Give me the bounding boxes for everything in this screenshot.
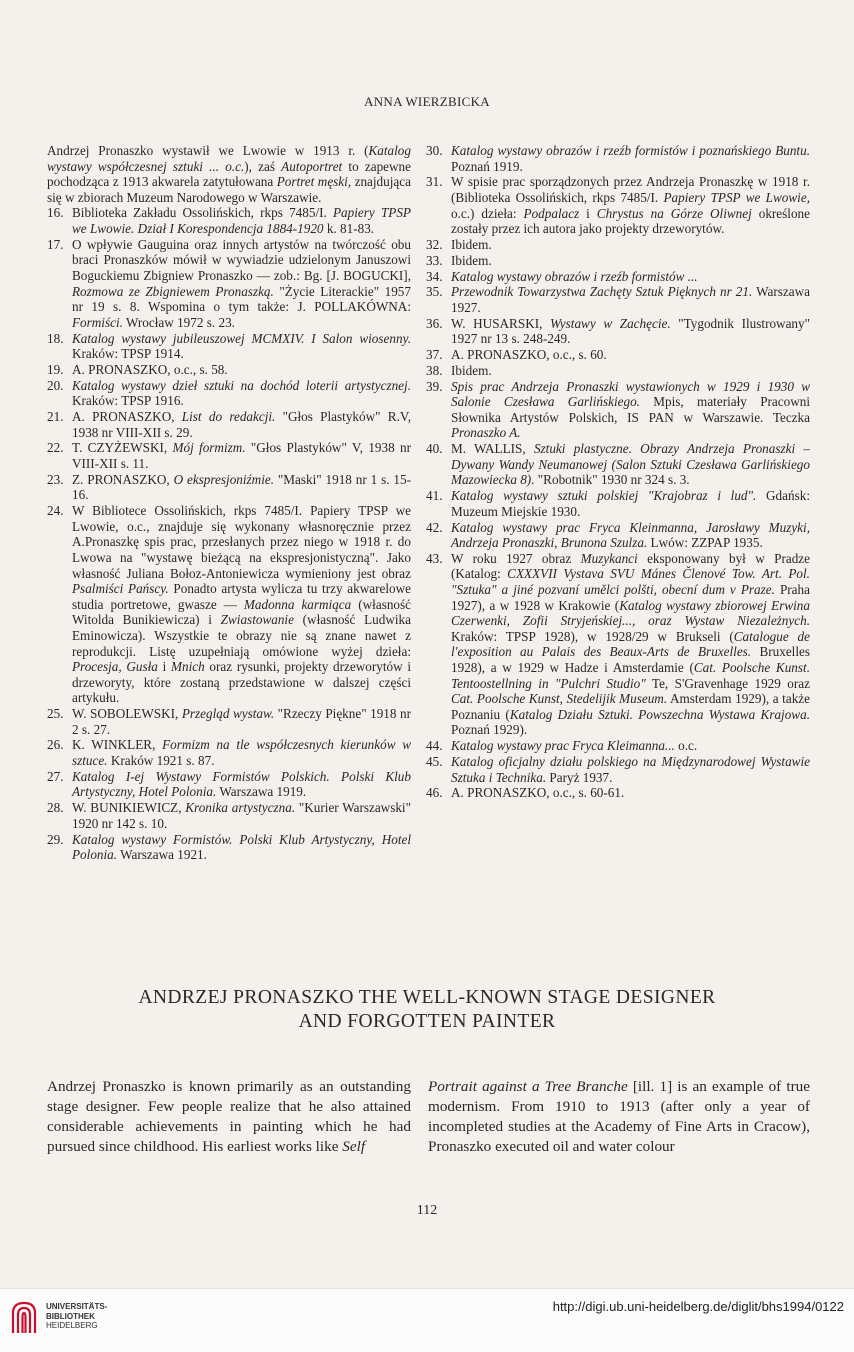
- footnote: [426, 754, 810, 785]
- footnote: [426, 284, 810, 315]
- footnote: [426, 174, 810, 236]
- footnote-text: Katalog wystawy prac Fryca Kleimanna... o.c.: [451, 738, 698, 754]
- footnote: [426, 253, 810, 269]
- footnote-number: 34.: [426, 268, 443, 284]
- footnote-number: 17.: [47, 236, 64, 252]
- footnote-text: A. PRONASZKO, o.c., s. 58.: [72, 361, 228, 377]
- footnote-number: 46.: [426, 785, 443, 801]
- article-title-line-1: ANDRZEJ PRONASZKO THE WELL-KNOWN STAGE DESIGNER: [138, 987, 716, 1008]
- article-title-line-2: AND FORGOTTEN PAINTER: [298, 1011, 556, 1032]
- footnote: [47, 237, 411, 331]
- footnote: [426, 316, 810, 347]
- footnote-number: 25.: [47, 706, 64, 722]
- footnote: [426, 738, 810, 754]
- footnote: [426, 237, 810, 253]
- library-name: [46, 1302, 107, 1331]
- footnote-text: W. HUSARSKI, Wystawy w Zachęcie. "Tygodnik Ilustrowany" 1927 nr 13 s. 248-249.: [451, 315, 811, 347]
- footnote: [47, 706, 411, 737]
- footnote: [47, 409, 411, 440]
- footnote: [426, 347, 810, 363]
- permalink-url[interactable]: http://digi.ub.uni-heidelberg.de/diglit/bhs1994/0122: [552, 1299, 844, 1314]
- footnote-text: A. PRONASZKO, o.c., s. 60.: [451, 347, 607, 363]
- footnote-text: A. PRONASZKO, o.c., s. 60-61.: [451, 785, 625, 801]
- footnote: [426, 441, 810, 488]
- ub-heidelberg-logo-icon: [10, 1299, 38, 1335]
- footnote-text: Ibidem.: [451, 252, 492, 268]
- footnote-text: Katalog wystawy sztuki polskiej "Krajobraz i lud". Gdańsk: Muzeum Miejskie 1930.: [451, 488, 810, 519]
- page-number: 112: [416, 1203, 438, 1218]
- running-header: ANNA WIERZBICKA: [364, 94, 490, 109]
- footnote: [47, 331, 411, 362]
- footnote-text: T. CZYŻEWSKI, Mój formizm. "Głos Plastyków" V, 1938 nr VIII-XII s. 11.: [72, 440, 412, 471]
- footnote-number: 29.: [47, 831, 64, 847]
- footnotes-right-list: [426, 143, 810, 801]
- footnote-number: 40.: [426, 441, 443, 457]
- library-line-1: UNIVERSITÄTS-: [46, 1302, 108, 1311]
- footnote-number: 27.: [47, 768, 64, 784]
- footnote-text: Katalog wystawy prac Fryca Kleinmanna, Jarosławy Muzyki, Andrzeja Pronaszki, Brunona Szulza. Lwów: ZZPAP 1935.: [451, 519, 810, 551]
- footnote-number: 39.: [426, 378, 443, 394]
- footnote-number: 36.: [426, 315, 443, 331]
- footnote-text: Katalog I-ej Wystawy Formistów Polskich. Polski Klub Artystyczny, Hotel Polonia. Warszawa 1919.: [72, 768, 411, 800]
- footnote-text: Katalog wystawy dzieł sztuki na dochód loterii artystycznej. Kraków: TPSP 1916.: [72, 377, 411, 409]
- footnote: [47, 378, 411, 409]
- footnotes-left-column: [47, 143, 411, 863]
- footnote-number: 31.: [426, 174, 443, 190]
- footnote-number: 28.: [47, 800, 64, 816]
- footnote: [47, 832, 411, 863]
- footnote: [47, 440, 411, 471]
- footnote-number: 19.: [47, 361, 64, 377]
- footnote-number: 38.: [426, 362, 443, 378]
- footnote: [47, 769, 411, 800]
- footnote-text: W. SOBOLEWSKI, Przegląd wystaw. "Rzeczy Piękne" 1918 nr 2 s. 27.: [72, 706, 411, 737]
- digitization-footer: [0, 1288, 854, 1352]
- footnote-number: 24.: [47, 503, 64, 519]
- footnote-number: 20.: [47, 377, 64, 393]
- footnote-number: 23.: [47, 471, 64, 487]
- footnote: [426, 143, 810, 174]
- library-line-3: HEIDELBERG: [46, 1321, 98, 1330]
- footnote-text: W Bibliotece Ossolińskich, rkps 7485/I. Papiery TPSP we Lwowie, o.c., znajduje się wykonany własnoręcznie przez A.Pronaszkę spis prac, przesłanych przez niego w 1918 r. do Lwowa na "wystawę bieżącą na ekspresjonistyczną". Jako własność Juliana Bołoz-Antoniewicza wymieniony jest obraz Psalmiści Pańscy. Ponadto artysta wylicza tu trzy akwarelowe studia portretowe, gwasze — Madonna karmiąca (własność Witolda Bunikiewicza) i Zwiastowanie (własność Ludwika Eminowicza). Wszystkie te obrazy nie są znane nawet z reprodukcji. Listę uzupełniają omówione wyżej dzieła: Procesja, Gusła i Mnich oraz rysunki, projekty drzeworytów i drzeworyty, które zostaną przedstawione w dalszej części artykułu.: [72, 503, 411, 706]
- footnote-number: 26.: [47, 737, 64, 753]
- footnote: [426, 363, 810, 379]
- footnote: [47, 472, 411, 503]
- footnote-number: 35.: [426, 284, 443, 300]
- footnote-number: 30.: [426, 143, 443, 158]
- footnote-number: 44.: [426, 738, 443, 754]
- article-title: [60, 986, 794, 1034]
- footnote-number: 32.: [426, 236, 443, 252]
- footnote: [47, 362, 411, 378]
- footnote-text: M. WALLIS, Sztuki plastyczne. Obrazy Andrzeja Pronaszki – Dywany Wandy Neumanowej (Salon Sztuki Czesława Garlińskiego Mazowiecka 8). "Robotnik" 1930 nr 324 s. 3.: [451, 441, 810, 488]
- footnote-text: O wpływie Gauguina oraz innych artystów na twórczość obu braci Pronaszków mówił w wywiadzie udzielonym Januszowi Boguckiemu Zbigniew Pronaszko — zob.: Bg. [J. BOGUCKI], Rozmowa ze Zbigniewem Pronaszką. "Życie Literackie" 1957 nr 19 s. 8. Wspomina o tym także: J. POLLAKÓWNA: Formiści. Wrocław 1972 s. 23.: [72, 236, 411, 330]
- footnote-text: K. WINKLER, Formizm na tle współczesnych kierunków w sztuce. Kraków 1921 s. 87.: [72, 737, 411, 769]
- footnote-continuation: Andrzej Pronaszko wystawił we Lwowie w 1913 r. (Katalog wystawy współczesnej sztuki ... o.c.), zaś Autoportret to zapewne pochodząca z 1913 akwarela zatytułowana Portret męski, znajdująca się w zbiorach Muzeum Narodowego w Warszawie.: [47, 143, 411, 205]
- footnote-number: 45.: [426, 753, 443, 769]
- footnote-text: W. BUNIKIEWICZ, Kronika artystyczna. "Kurier Warszawski" 1920 nr 142 s. 10.: [72, 800, 411, 831]
- body-text-right: Portrait against a Tree Branche [ill. 1] is an example of true modernism. From 1910 to 1913 (after only a year of incompleted studies at the Academy of Fine Arts in Cracow), Pronaszko executed oil and water colour: [428, 1078, 810, 1155]
- footnote: [47, 800, 411, 831]
- footnote: [47, 503, 411, 706]
- footnote-text: W roku 1927 obraz Muzykanci eksponowany był w Pradze (Katalog: CXXXVII Vystava SVU Mánes Členové Tow. Art. Pol. "Sztuka" a jiné pozvaní umělci polšti, obecní dum v Praze. Praha 1927), a w 1928 w Krakowie (Katalog wystawy zbiorowej Erwina Czerwenki, Zofii Stryjeńskiej..., oraz Wystaw Niezależnych. Kraków: TPSP 1928), w 1928/29 w Brukseli (Catalogue de l'exposition au Palais des Beaux-Arts de Bruxelles. Bruxelles 1928), a w 1929 w Hadze i Amsterdamie (Cat. Poolsche Kunst. Tentoostellning in "Pulchri Studio" Te, S'Gravenhage 1929 oraz Cat. Poolsche Kunst, Stedelijik Museum. Amsterdam 1929), a także Poznaniu (Katalog Działu Sztuki. Powszechna Wystawa Krajowa. Poznań 1929).: [451, 550, 810, 738]
- footnote-number: 37.: [426, 347, 443, 363]
- footnote-text: Ibidem.: [451, 362, 492, 378]
- footnote: [47, 737, 411, 768]
- footnote-text: Katalog oficjalny działu polskiego na Międzynarodowej Wystawie Sztuka i Technika. Paryż 1937.: [451, 753, 810, 785]
- footnote: [426, 520, 810, 551]
- footnote-number: 42.: [426, 519, 443, 535]
- footnote-number: 16.: [47, 205, 64, 221]
- footnote-number: 22.: [47, 440, 64, 456]
- footnotes-left-list: [47, 205, 411, 862]
- footnote-number: 41.: [426, 488, 443, 504]
- footnote-text: Katalog wystawy obrazów i rzeźb formistów ...: [451, 268, 698, 284]
- library-line-2: BIBLIOTHEK: [46, 1311, 95, 1321]
- footnote-number: 43.: [426, 550, 443, 566]
- footnote: [426, 488, 810, 519]
- footnote-text: Katalog wystawy Formistów. Polski Klub Artystyczny, Hotel Polonia. Warszawa 1921.: [72, 831, 411, 863]
- footnote-text: Ibidem.: [451, 236, 492, 252]
- footnote-text: Z. PRONASZKO, O ekspresjoniźmie. "Maski" 1918 nr 1 s. 15-16.: [72, 471, 411, 503]
- footnote-number: 33.: [426, 252, 443, 268]
- footnote: [426, 269, 810, 285]
- footnote: [426, 785, 810, 801]
- body-text-left: Andrzej Pronaszko is known primarily as an outstanding stage designer. Few people realize that he also attained considerable achievements in painting which he had pursued since childhood. His earliest works like Self: [47, 1078, 411, 1155]
- footnote: [426, 379, 810, 441]
- footnote: [47, 205, 411, 236]
- footnote-text: Przewodnik Towarzystwa Zachęty Sztuk Pięknych nr 21. Warszawa 1927.: [451, 284, 810, 315]
- footnote-number: 18.: [47, 330, 64, 346]
- footnotes-right-column: [426, 143, 810, 801]
- footnote-text: Spis prac Andrzeja Pronaszki wystawionych w 1929 i 1930 w Salonie Czesława Garlińskiego. Mpis, materiały Pracowni Słownika Artystów Polskich, IS PAN w Warszawie. Teczka Pronaszko A.: [451, 378, 811, 441]
- footnote-text: Katalog wystawy jubileuszowej MCMXIV. I Salon wiosenny. Kraków: TPSP 1914.: [72, 330, 411, 362]
- footnote: [426, 551, 810, 738]
- footnote-text: A. PRONASZKO, List do redakcji. "Głos Plastyków" R.V, 1938 nr VIII-XII s. 29.: [72, 409, 411, 440]
- footnote-text: W spisie prac sporządzonych przez Andrzeja Pronaszkę w 1918 r. (Biblioteka Ossolińskich, rkps 7485/I. Papiery TPSP we Lwowie, o.c.) dzieła: Podpalacz i Chrystus na Górze Oliwnej określone zostały przez ich autora jako projekty drzeworytów.: [451, 174, 810, 237]
- footnote-number: 21.: [47, 409, 64, 425]
- footnote-text: Katalog wystawy obrazów i rzeźb formistów i poznańskiego Buntu. Poznań 1919.: [451, 143, 810, 174]
- footnote-text: Biblioteka Zakładu Ossolińskich, rkps 7485/I. Papiery TPSP we Lwowie. Dział I Korespondencja 1884-1920 k. 81-83.: [72, 205, 411, 236]
